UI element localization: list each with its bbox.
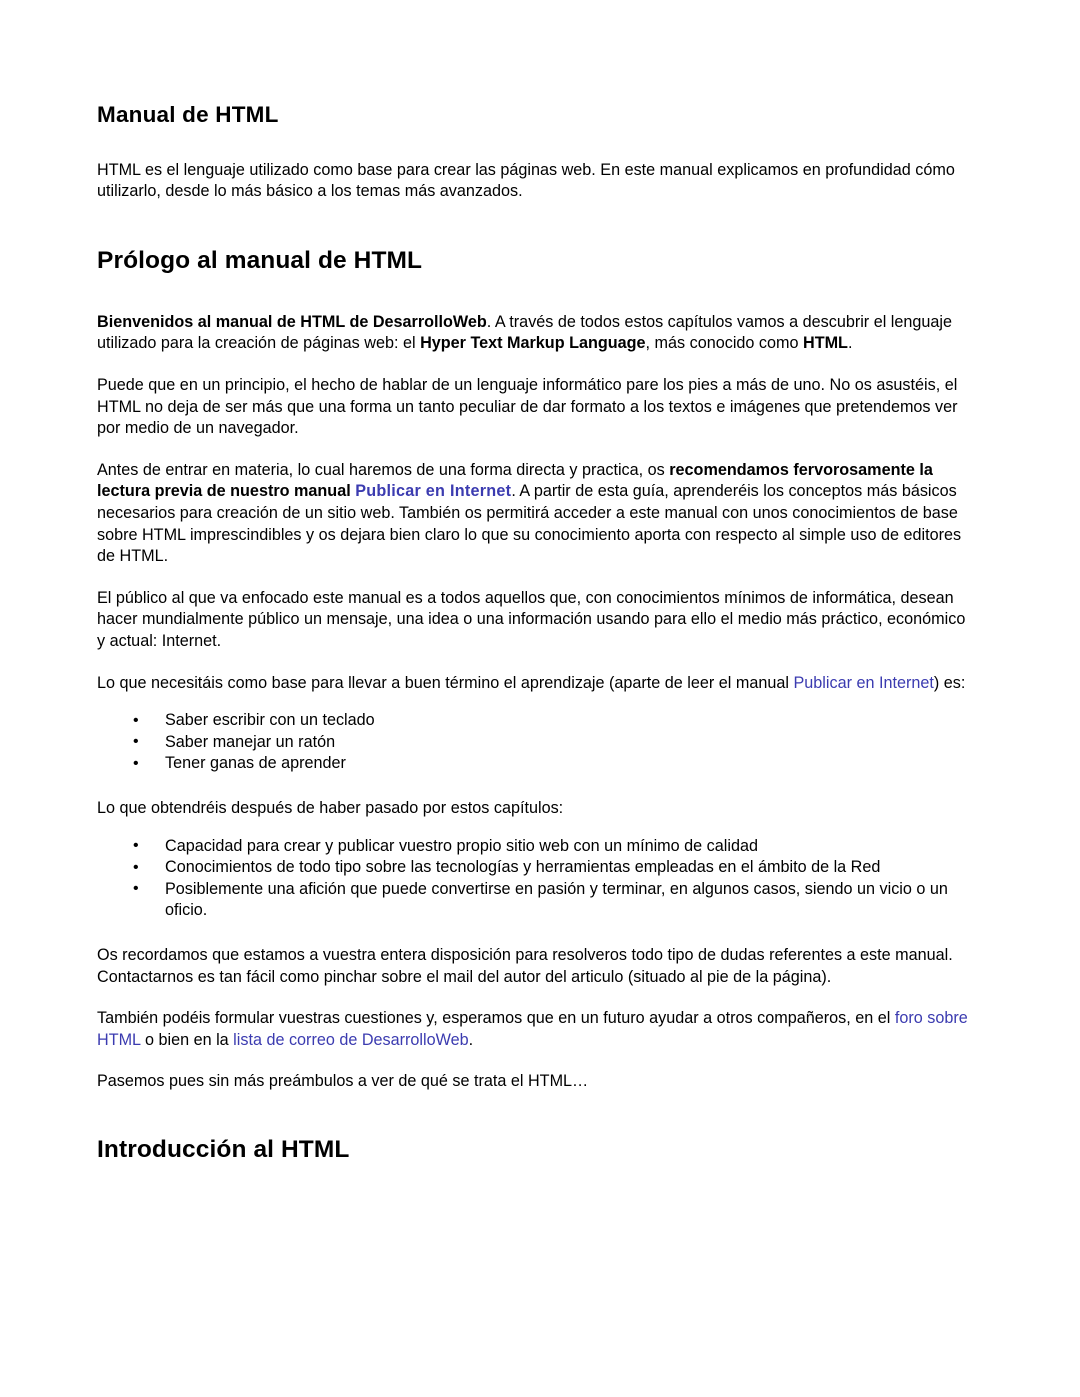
prologue-paragraph-1	[97, 312, 969, 355]
paragraph-text: .	[468, 1030, 474, 1049]
prologue-paragraph-5	[97, 673, 969, 695]
spacer	[97, 820, 969, 836]
list-item: • Tener ganas de aprender	[97, 753, 969, 775]
prologue-paragraph-6: Lo que obtendréis después de haber pasado por estos capítulos:	[97, 798, 564, 817]
bold-recommendation-text: recomendamos fervorosamente la lectura previa de nuestro manual	[97, 460, 933, 501]
prologue-paragraph-8	[97, 1008, 969, 1051]
paragraph-text: .	[847, 334, 853, 353]
paragraph-text: , más conocido como	[645, 334, 803, 353]
page-title: Manual de HTML	[97, 102, 279, 127]
spacer	[97, 568, 969, 588]
spacer	[97, 694, 969, 710]
spacer	[97, 1093, 969, 1137]
gains-list	[97, 836, 969, 922]
prologue-paragraph-4: El público al que va enfocado este manual es a todos aquellos que, con conocimientos mínimos de informática, desean hacer mundialmente público un mensaje, una idea o una información usando para ello el medio más práctico, económico y actual: Internet.	[97, 588, 966, 650]
paragraph-text: Antes de entrar en materia, lo cual haremos de una forma directa y practica, os	[97, 460, 670, 479]
prologue-paragraph-9: Pasemos pues sin más preámbulos a ver de qué se trata el HTML…	[97, 1072, 589, 1091]
spacer	[97, 775, 969, 798]
section-heading-introduccion: Introducción al HTML	[97, 1135, 350, 1163]
spacer	[97, 653, 969, 673]
list-item: • Conocimientos de todo tipo sobre las tecnologías y herramientas empleadas en el ámbito de la Red	[97, 857, 969, 879]
link-foro-sobre-html[interactable]: foro sobre HTML	[97, 1009, 968, 1049]
spacer	[97, 922, 969, 945]
list-item: • Capacidad para crear y publicar vuestro propio sitio web con un mínimo de calidad	[97, 836, 969, 858]
prologue-paragraph-2: Puede que en un principio, el hecho de hablar de un lenguaje informático pare los pies a más de uno. No os asustéis, el HTML no deja de ser más que una forma un tanto peculiar de dar formato a los textos e imágenes que pretendemos ver por medio de un navegador.	[97, 376, 958, 438]
needs-list	[97, 710, 969, 775]
paragraph-text: También podéis formular vuestras cuestiones y, esperamos que en un futuro ayudar a otros compañeros, en el	[97, 1009, 895, 1028]
bold-html: HTML	[803, 334, 848, 353]
paragraph-text: Lo que necesitáis como base para llevar a buen término el aprendizaje (aparte de leer el manual	[97, 673, 794, 692]
spacer	[97, 1051, 969, 1071]
bold-lead-text: Bienvenidos al manual de HTML de DesarrolloWeb	[97, 312, 487, 331]
paragraph-text: . A través de todos estos capítulos vamos a descubrir el lenguaje utilizado para la creación de páginas web: el	[97, 312, 953, 353]
spacer	[97, 440, 969, 460]
paragraph-text: o bien en la	[140, 1030, 234, 1049]
spacer	[97, 988, 969, 1008]
spacer	[97, 203, 969, 248]
paragraph-text: . A partir de esta guía, aprenderéis los conceptos más básicos necesarios para creación de un sitio web. También os permitirá acceder a este manual con unos conocimientos de base sobre HTML imprescindibles y os dejara bien claro lo que su conocimiento aporta con respecto al simple uso de editores de HTML.	[97, 482, 962, 566]
prologue-paragraph-3	[97, 460, 969, 568]
spacer	[97, 355, 969, 375]
spacer	[97, 128, 969, 160]
intro-paragraph: HTML es el lenguaje utilizado como base para crear las páginas web. En este manual explicamos en profundidad cómo utilizarlo, desde lo más básico a los temas más avanzados.	[97, 160, 955, 201]
bold-hypertext-markup: Hyper Text Markup Language	[420, 334, 646, 353]
paragraph-text: ) es:	[933, 673, 966, 692]
link-lista-de-correo[interactable]: lista de correo de DesarrolloWeb	[233, 1030, 469, 1049]
prologue-paragraph-7: Os recordamos que estamos a vuestra entera disposición para resolveros todo tipo de dudas referentes a este manual. Contactarnos es tan fácil como pinchar sobre el mail del autor del articulo (situado al pie de la página).	[97, 945, 953, 986]
list-item: • Posiblemente una afición que puede convertirse en pasión y terminar, en algunos casos, siendo un vicio o un oficio.	[97, 879, 969, 922]
link-publicar-en-internet-2[interactable]: Publicar en Internet	[793, 673, 934, 692]
list-item: • Saber manejar un ratón	[97, 732, 969, 754]
document-content	[97, 103, 969, 1164]
spacer	[97, 275, 969, 312]
link-publicar-en-internet[interactable]: Publicar en Internet	[355, 482, 512, 501]
list-item: • Saber escribir con un teclado	[97, 710, 969, 732]
section-heading-prologo: Prólogo al manual de HTML	[97, 246, 423, 274]
